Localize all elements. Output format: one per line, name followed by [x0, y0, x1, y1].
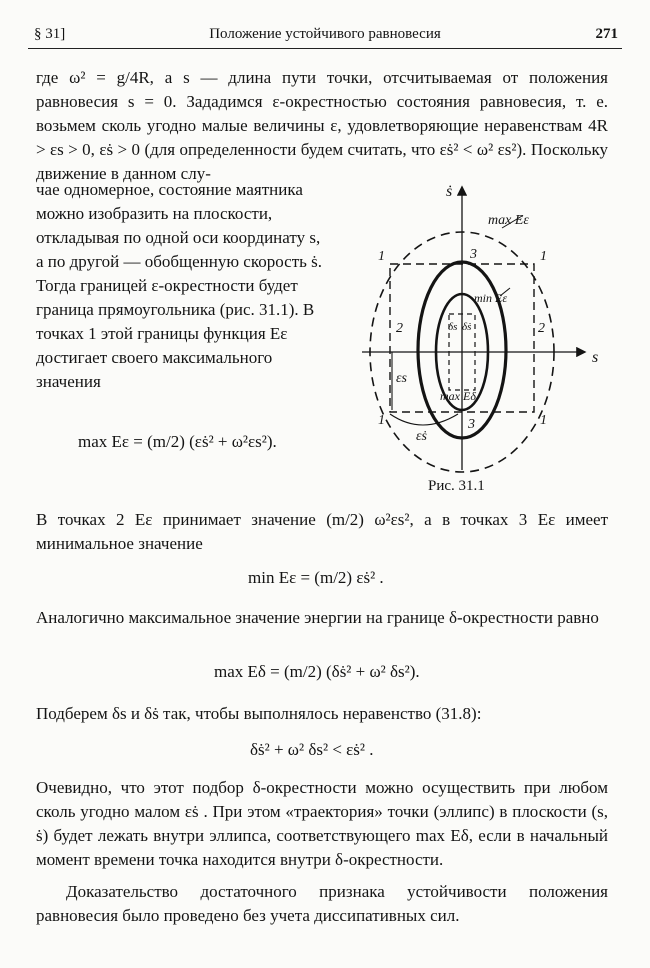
label-eps-s: εs	[396, 371, 407, 386]
formula-inequality: δṡ² + ω² δs² < εṡ² .	[250, 740, 374, 759]
formula-max-e-eps: max Eε = (m/2) (εṡ² + ω²εs²).	[78, 432, 277, 451]
label-s: s	[592, 349, 599, 366]
label-delta-s: δs	[448, 321, 458, 333]
point-1-top-right: 1	[540, 249, 547, 264]
paragraph-3: Аналогично максимальное значение энергии на границе δ-окрестности равно	[36, 608, 599, 627]
point-2-right: 2	[538, 321, 545, 336]
paragraph-5: Очевидно, что этот подбор δ-окрестности можно осуществить при любом сколь угодно малом εṡ . При этом «траектория» точки (эллипс) в плоскости (s, ṡ) будет лежать внутри эллипса, соответствующего max Eδ, если в начальный момент времени точка находится внутри δ-окрестности.	[36, 778, 608, 869]
label-eps-sdot: εṡ	[416, 429, 427, 444]
formula-max-e-delta: max Eδ = (m/2) (δṡ² + ω² δs²).	[214, 662, 420, 681]
paragraph-6: Доказательство достаточного признака устойчивости положения равновесия было проведено без учета диссипативных сил.	[36, 882, 608, 925]
figure-caption: Рис. 31.1	[428, 478, 485, 494]
point-1-top-left: 1	[378, 249, 385, 264]
figure-31-1	[352, 178, 607, 478]
paragraph-1-continued: чае одномерное, состояние маятника можно изобразить на плоскости, откладывая по одной оси координату s, а по другой — обобщенную скорость ṡ. Тогда границей ε-окрестности будет граница прямоугольника (рис. 31.1). В точках 1 этой границы функция Eε достигает своего максимального значения	[36, 180, 323, 391]
label-max-e-eps: max Eε	[488, 213, 529, 228]
section-number: § 31]	[34, 26, 66, 42]
paragraph-4: Подберем δs и δṡ так, чтобы выполнялось неравенство (31.8):	[36, 704, 482, 723]
paragraph-2: В точках 2 Eε принимает значение (m/2) ω²εs², а в точках 3 Eε имеет минимальное значение	[36, 510, 608, 553]
eps-sdot-dimension	[390, 414, 458, 425]
label-s-dot: ṡ	[446, 183, 453, 200]
point-3-bottom: 3	[468, 417, 475, 432]
point-1-bottom-right: 1	[540, 413, 547, 428]
formula-min-e-eps: min Eε = (m/2) εṡ² .	[248, 568, 384, 587]
label-delta-sdot: δṡ	[462, 321, 472, 333]
label-max-e-delta: max Eδ	[440, 389, 476, 403]
paragraph-1: где ω² = g/4R, а s — длина пути точки, отсчитываемая от положения равновесия s = 0. Зададимся ε-окрестностью состояния равновесия, т. е. возьмем сколь угодно малые величины ε, удовлетворяющие неравенствам 4R > εs > 0, εṡ > 0 (для определенности будем считать, что εṡ² < ω² εs²). Поскольку движение в данном слу-	[36, 68, 608, 183]
point-1-bottom-left: 1	[378, 413, 385, 428]
label-min-e-eps: min Eε	[474, 291, 508, 305]
running-header	[28, 22, 622, 49]
running-title: Положение устойчивого равновесия	[209, 26, 441, 42]
point-3-top: 3	[470, 247, 477, 262]
page-number: 271	[595, 26, 618, 42]
point-2-left: 2	[396, 321, 403, 336]
